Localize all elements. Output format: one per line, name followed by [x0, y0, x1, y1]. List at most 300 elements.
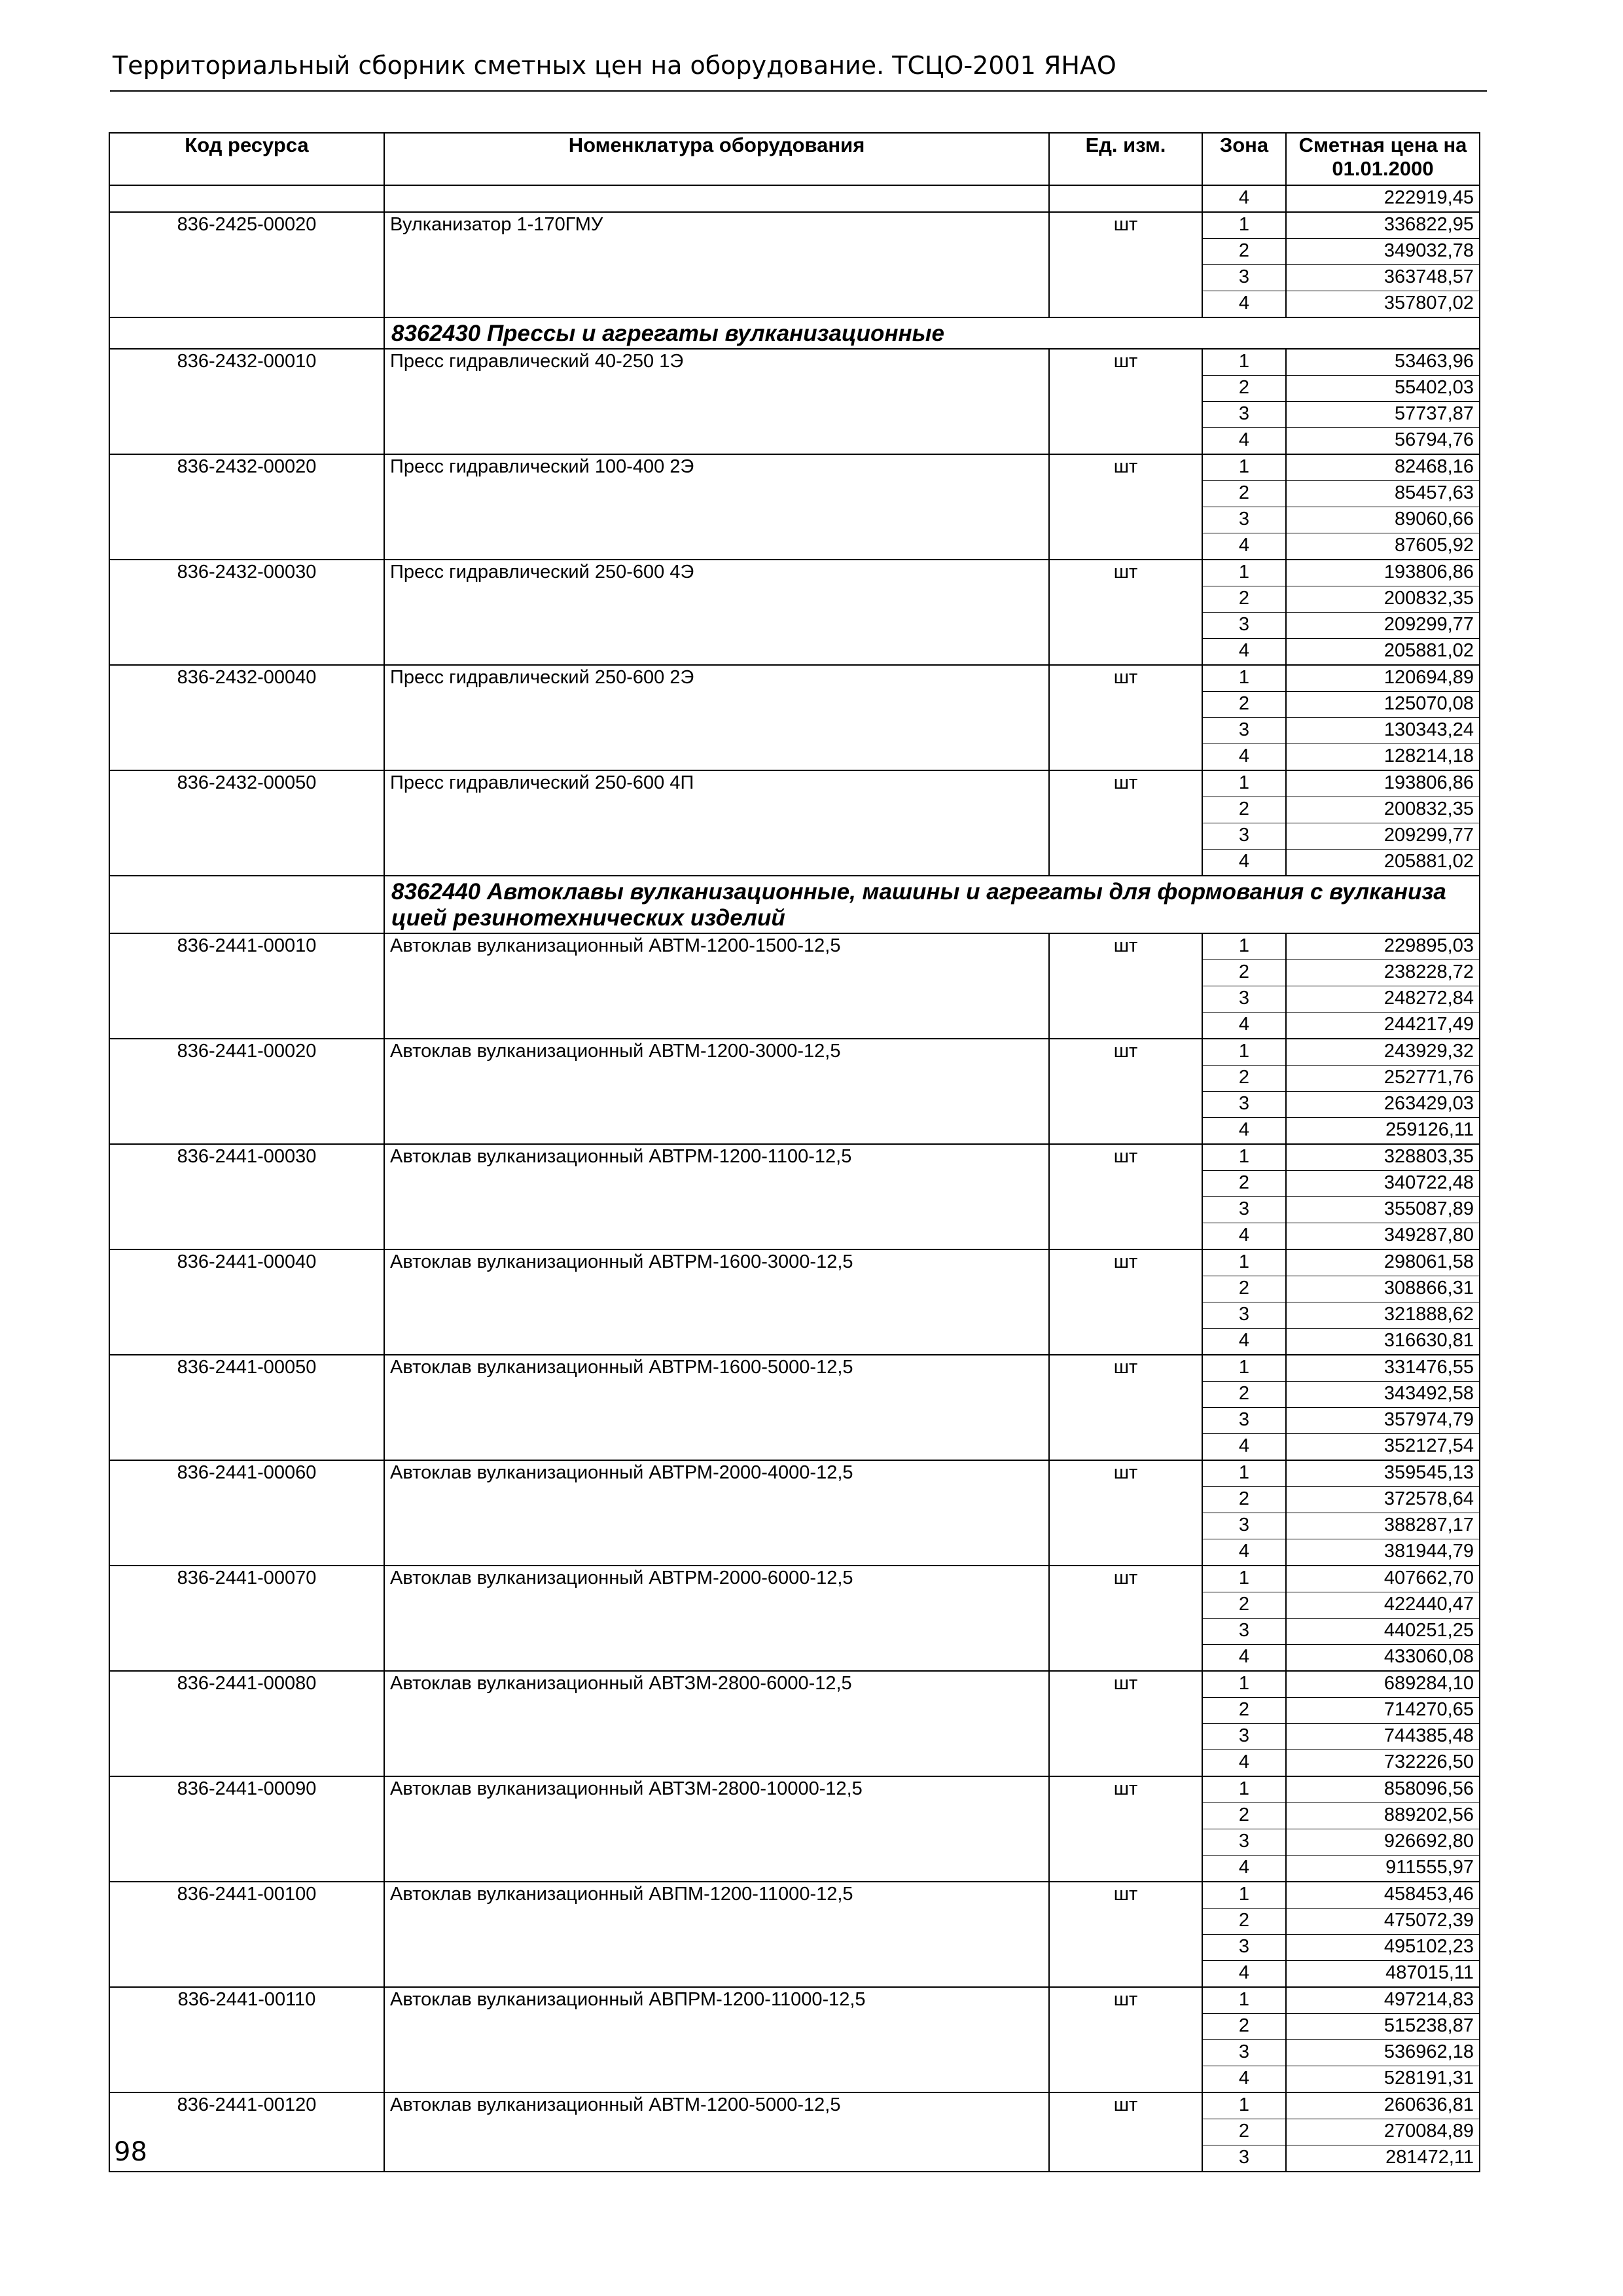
equipment-name — [384, 1276, 1049, 1302]
equipment-name — [384, 1724, 1049, 1750]
table-row — [109, 1223, 1480, 1250]
equipment-name — [384, 1329, 1049, 1355]
section-heading-row — [109, 317, 1480, 349]
table-row — [109, 2040, 1480, 2066]
equipment-name — [384, 533, 1049, 560]
unit-of-measure — [1049, 1171, 1202, 1197]
zone-number: 2 — [1202, 586, 1286, 613]
table-row — [109, 2119, 1480, 2145]
zone-number: 2 — [1202, 1066, 1286, 1092]
zone-number: 1 — [1202, 933, 1286, 960]
table-row — [109, 376, 1480, 402]
unit-of-measure: шт — [1049, 1882, 1202, 1909]
table-row — [109, 1302, 1480, 1329]
resource-code: 836-2432-00020 — [109, 454, 384, 481]
estimated-price: 209299,77 — [1286, 613, 1480, 639]
unit-of-measure — [1049, 639, 1202, 666]
equipment-name — [384, 2040, 1049, 2066]
table-row — [109, 1566, 1480, 1592]
estimated-price: 487015,11 — [1286, 1961, 1480, 1988]
estimated-price: 55402,03 — [1286, 376, 1480, 402]
resource-code: 836-2441-00050 — [109, 1355, 384, 1382]
zone-number: 4 — [1202, 428, 1286, 455]
unit-of-measure: шт — [1049, 349, 1202, 376]
resource-code: 836-2432-00050 — [109, 770, 384, 797]
zone-number: 1 — [1202, 1355, 1286, 1382]
resource-code — [109, 1539, 384, 1566]
zone-number: 4 — [1202, 744, 1286, 771]
section-code-cell — [109, 317, 384, 349]
table-row — [109, 349, 1480, 376]
resource-code: 836-2441-00110 — [109, 1987, 384, 2014]
zone-number: 1 — [1202, 349, 1286, 376]
equipment-name: Автоклав вулканизационный АВТРМ-1600-5000-12,5 — [384, 1355, 1049, 1382]
unit-of-measure — [1049, 185, 1202, 212]
equipment-name — [384, 692, 1049, 718]
unit-of-measure: шт — [1049, 1460, 1202, 1487]
section-title: 8362430 Прессы и агрегаты вулканизационные — [384, 317, 1480, 349]
zone-number: 2 — [1202, 239, 1286, 265]
unit-of-measure — [1049, 376, 1202, 402]
zone-number: 2 — [1202, 1487, 1286, 1513]
zone-number: 2 — [1202, 2014, 1286, 2040]
estimated-price: 340722,48 — [1286, 1171, 1480, 1197]
column-header-unit: Ед. изм. — [1049, 133, 1202, 185]
zone-number: 2 — [1202, 481, 1286, 507]
zone-number: 3 — [1202, 507, 1286, 533]
equipment-name — [384, 639, 1049, 666]
estimated-price: 259126,11 — [1286, 1118, 1480, 1145]
table-row — [109, 1882, 1480, 1909]
resource-code: 836-2441-00080 — [109, 1671, 384, 1698]
zone-number: 4 — [1202, 533, 1286, 560]
estimated-price: 433060,08 — [1286, 1645, 1480, 1672]
estimated-price: 193806,86 — [1286, 560, 1480, 586]
table-row — [109, 718, 1480, 744]
estimated-price: 858096,56 — [1286, 1776, 1480, 1803]
equipment-name — [384, 1118, 1049, 1145]
estimated-price: 388287,17 — [1286, 1513, 1480, 1539]
resource-code — [109, 1961, 384, 1988]
table-row — [109, 402, 1480, 428]
zone-number: 3 — [1202, 2040, 1286, 2066]
zone-number: 2 — [1202, 1171, 1286, 1197]
zone-number: 3 — [1202, 402, 1286, 428]
unit-of-measure — [1049, 1961, 1202, 1988]
resource-code: 836-2441-00100 — [109, 1882, 384, 1909]
equipment-name — [384, 1382, 1049, 1408]
zone-number: 3 — [1202, 265, 1286, 291]
zone-number: 4 — [1202, 850, 1286, 876]
resource-code — [109, 185, 384, 212]
equipment-name — [384, 1592, 1049, 1619]
zone-number: 4 — [1202, 1223, 1286, 1250]
equipment-name — [384, 2119, 1049, 2145]
resource-code — [109, 1592, 384, 1619]
zone-number: 1 — [1202, 1566, 1286, 1592]
estimated-price: 85457,63 — [1286, 481, 1480, 507]
resource-code — [109, 718, 384, 744]
resource-code — [109, 507, 384, 533]
zone-number: 3 — [1202, 823, 1286, 850]
zone-number: 1 — [1202, 1671, 1286, 1698]
zone-number: 1 — [1202, 1882, 1286, 1909]
zone-number: 1 — [1202, 1144, 1286, 1171]
unit-of-measure — [1049, 718, 1202, 744]
table-row — [109, 933, 1480, 960]
zone-number: 4 — [1202, 2066, 1286, 2093]
resource-code: 836-2441-00060 — [109, 1460, 384, 1487]
equipment-name: Автоклав вулканизационный АВТРМ-1200-1100-12,5 — [384, 1144, 1049, 1171]
equipment-name — [384, 2066, 1049, 2093]
table-row — [109, 212, 1480, 239]
estimated-price: 363748,57 — [1286, 265, 1480, 291]
unit-of-measure — [1049, 265, 1202, 291]
table-row — [109, 665, 1480, 692]
table-row — [109, 533, 1480, 560]
equipment-name — [384, 1197, 1049, 1223]
unit-of-measure — [1049, 1118, 1202, 1145]
running-title: Территориальный сборник сметных цен на оборудование. ТСЦО-2001 ЯНАО — [113, 51, 1116, 80]
equipment-name — [384, 613, 1049, 639]
table-row — [109, 770, 1480, 797]
zone-number: 4 — [1202, 1013, 1286, 1039]
section-code-cell — [109, 876, 384, 933]
equipment-name: Автоклав вулканизационный АВТРМ-2000-4000-12,5 — [384, 1460, 1049, 1487]
table-row — [109, 291, 1480, 318]
resource-code — [109, 613, 384, 639]
resource-code — [109, 2014, 384, 2040]
unit-of-measure — [1049, 1750, 1202, 1777]
column-header-code: Код ресурса — [109, 133, 384, 185]
resource-code — [109, 2040, 384, 2066]
estimated-price: 229895,03 — [1286, 933, 1480, 960]
equipment-name — [384, 960, 1049, 986]
table-row — [109, 1355, 1480, 1382]
table-header-row — [109, 133, 1480, 185]
equipment-name — [384, 1434, 1049, 1461]
table-row — [109, 1856, 1480, 1882]
equipment-name — [384, 744, 1049, 771]
zone-number: 1 — [1202, 454, 1286, 481]
unit-of-measure — [1049, 1856, 1202, 1882]
unit-of-measure: шт — [1049, 1039, 1202, 1066]
zone-number: 2 — [1202, 1276, 1286, 1302]
zone-number: 1 — [1202, 770, 1286, 797]
estimated-price: 349032,78 — [1286, 239, 1480, 265]
unit-of-measure — [1049, 1382, 1202, 1408]
equipment-name — [384, 1803, 1049, 1829]
estimated-price: 321888,62 — [1286, 1302, 1480, 1329]
resource-code: 836-2432-00040 — [109, 665, 384, 692]
estimated-price: 281472,11 — [1286, 2145, 1480, 2172]
zone-number: 2 — [1202, 797, 1286, 823]
equipment-name — [384, 986, 1049, 1013]
resource-code — [109, 1750, 384, 1777]
unit-of-measure — [1049, 1197, 1202, 1223]
unit-of-measure — [1049, 481, 1202, 507]
table-row — [109, 1249, 1480, 1276]
table-row — [109, 1539, 1480, 1566]
equipment-name: Пресс гидравлический 100-400 2Э — [384, 454, 1049, 481]
unit-of-measure — [1049, 823, 1202, 850]
resource-code — [109, 1935, 384, 1961]
unit-of-measure — [1049, 744, 1202, 771]
equipment-name — [384, 1487, 1049, 1513]
resource-code — [109, 1223, 384, 1250]
zone-number: 1 — [1202, 665, 1286, 692]
resource-code: 836-2441-00090 — [109, 1776, 384, 1803]
equipment-name — [384, 376, 1049, 402]
unit-of-measure — [1049, 1513, 1202, 1539]
zone-number: 4 — [1202, 1434, 1286, 1461]
zone-number: 3 — [1202, 1302, 1286, 1329]
estimated-price: 495102,23 — [1286, 1935, 1480, 1961]
zone-number: 3 — [1202, 986, 1286, 1013]
equipment-name — [384, 2145, 1049, 2172]
equipment-name — [384, 1408, 1049, 1434]
table-row — [109, 2092, 1480, 2119]
equipment-name — [384, 239, 1049, 265]
table-row — [109, 1671, 1480, 1698]
zone-number: 2 — [1202, 1909, 1286, 1935]
estimated-price: 308866,31 — [1286, 1276, 1480, 1302]
unit-of-measure — [1049, 1329, 1202, 1355]
estimated-price: 248272,84 — [1286, 986, 1480, 1013]
unit-of-measure — [1049, 797, 1202, 823]
estimated-price: 714270,65 — [1286, 1698, 1480, 1724]
equipment-name — [384, 1223, 1049, 1250]
unit-of-measure — [1049, 2119, 1202, 2145]
column-header-price: Сметная цена на 01.01.2000 — [1286, 133, 1480, 185]
unit-of-measure — [1049, 986, 1202, 1013]
estimated-price: 515238,87 — [1286, 2014, 1480, 2040]
equipment-name — [384, 2014, 1049, 2040]
table-row — [109, 1197, 1480, 1223]
zone-number: 1 — [1202, 1039, 1286, 1066]
unit-of-measure — [1049, 1909, 1202, 1935]
estimated-price: 359545,13 — [1286, 1460, 1480, 1487]
equipment-name: Автоклав вулканизационный АВТМ-1200-5000-12,5 — [384, 2092, 1049, 2119]
resource-code — [109, 1382, 384, 1408]
table-row — [109, 481, 1480, 507]
resource-code — [109, 1408, 384, 1434]
resource-code — [109, 986, 384, 1013]
unit-of-measure — [1049, 1487, 1202, 1513]
column-header-name: Номенклатура оборудования — [384, 133, 1049, 185]
resource-code — [109, 1803, 384, 1829]
resource-code — [109, 1698, 384, 1724]
estimated-price: 200832,35 — [1286, 797, 1480, 823]
resource-code — [109, 428, 384, 455]
equipment-name — [384, 1750, 1049, 1777]
resource-code — [109, 2145, 384, 2172]
unit-of-measure — [1049, 960, 1202, 986]
equipment-name — [384, 1013, 1049, 1039]
unit-of-measure: шт — [1049, 2092, 1202, 2119]
table-row — [109, 454, 1480, 481]
estimated-price: 328803,35 — [1286, 1144, 1480, 1171]
estimated-price: 87605,92 — [1286, 533, 1480, 560]
resource-code — [109, 1276, 384, 1302]
table-row — [109, 1803, 1480, 1829]
estimated-price: 911555,97 — [1286, 1856, 1480, 1882]
resource-code: 836-2441-00070 — [109, 1566, 384, 1592]
unit-of-measure — [1049, 239, 1202, 265]
zone-number: 3 — [1202, 1092, 1286, 1118]
column-header-zone: Зона — [1202, 133, 1286, 185]
table-row — [109, 1066, 1480, 1092]
zone-number: 4 — [1202, 1118, 1286, 1145]
equipment-name — [384, 1171, 1049, 1197]
table-row — [109, 823, 1480, 850]
equipment-name — [384, 797, 1049, 823]
unit-of-measure — [1049, 1013, 1202, 1039]
unit-of-measure: шт — [1049, 1355, 1202, 1382]
zone-number: 2 — [1202, 1698, 1286, 1724]
zone-number: 4 — [1202, 1645, 1286, 1672]
equipment-name — [384, 1539, 1049, 1566]
equipment-name: Автоклав вулканизационный АВТЗМ-2800-10000-12,5 — [384, 1776, 1049, 1803]
table-row — [109, 1724, 1480, 1750]
unit-of-measure — [1049, 1935, 1202, 1961]
unit-of-measure: шт — [1049, 1566, 1202, 1592]
estimated-price: 422440,47 — [1286, 1592, 1480, 1619]
unit-of-measure — [1049, 1619, 1202, 1645]
resource-code: 836-2441-00010 — [109, 933, 384, 960]
unit-of-measure: шт — [1049, 933, 1202, 960]
resource-code: 836-2441-00040 — [109, 1249, 384, 1276]
estimated-price: 316630,81 — [1286, 1329, 1480, 1355]
resource-code — [109, 1092, 384, 1118]
equipment-name — [384, 507, 1049, 533]
unit-of-measure: шт — [1049, 1249, 1202, 1276]
estimated-price: 53463,96 — [1286, 349, 1480, 376]
table-row — [109, 239, 1480, 265]
resource-code — [109, 1829, 384, 1856]
unit-of-measure: шт — [1049, 665, 1202, 692]
resource-code: 836-2432-00030 — [109, 560, 384, 586]
table-row — [109, 1909, 1480, 1935]
resource-code — [109, 1013, 384, 1039]
estimated-price: 744385,48 — [1286, 1724, 1480, 1750]
zone-number: 2 — [1202, 1592, 1286, 1619]
zone-number: 3 — [1202, 1829, 1286, 1856]
unit-of-measure — [1049, 2145, 1202, 2172]
estimated-price: 407662,70 — [1286, 1566, 1480, 1592]
resource-code — [109, 960, 384, 986]
table-row — [109, 797, 1480, 823]
table-row — [109, 1776, 1480, 1803]
resource-code — [109, 1302, 384, 1329]
zone-number: 2 — [1202, 2119, 1286, 2145]
zone-number: 3 — [1202, 1619, 1286, 1645]
estimated-price: 298061,58 — [1286, 1249, 1480, 1276]
unit-of-measure — [1049, 1276, 1202, 1302]
resource-code — [109, 1434, 384, 1461]
unit-of-measure: шт — [1049, 1776, 1202, 1803]
resource-code — [109, 850, 384, 876]
unit-of-measure — [1049, 1698, 1202, 1724]
unit-of-measure — [1049, 1829, 1202, 1856]
table-row — [109, 1118, 1480, 1145]
resource-code: 836-2441-00030 — [109, 1144, 384, 1171]
resource-code — [109, 1487, 384, 1513]
table-row — [109, 1329, 1480, 1355]
estimated-price: 238228,72 — [1286, 960, 1480, 986]
zone-number: 3 — [1202, 1197, 1286, 1223]
equipment-name: Пресс гидравлический 250-600 2Э — [384, 665, 1049, 692]
equipment-name — [384, 291, 1049, 318]
resource-code — [109, 291, 384, 318]
estimated-price: 125070,08 — [1286, 692, 1480, 718]
zone-number: 1 — [1202, 212, 1286, 239]
resource-code — [109, 1066, 384, 1092]
price-table — [109, 132, 1480, 2172]
equipment-name — [384, 402, 1049, 428]
estimated-price: 200832,35 — [1286, 586, 1480, 613]
table-row — [109, 960, 1480, 986]
resource-code: 836-2432-00010 — [109, 349, 384, 376]
table-row — [109, 1434, 1480, 1461]
estimated-price: 381944,79 — [1286, 1539, 1480, 1566]
estimated-price: 244217,49 — [1286, 1013, 1480, 1039]
unit-of-measure — [1049, 507, 1202, 533]
zone-number: 1 — [1202, 1249, 1286, 1276]
resource-code — [109, 639, 384, 666]
equipment-name: Пресс гидравлический 40-250 1Э — [384, 349, 1049, 376]
estimated-price: 536962,18 — [1286, 2040, 1480, 2066]
table-body — [109, 185, 1480, 2172]
estimated-price: 205881,02 — [1286, 850, 1480, 876]
zone-number: 3 — [1202, 1408, 1286, 1434]
unit-of-measure: шт — [1049, 770, 1202, 797]
estimated-price: 497214,83 — [1286, 1987, 1480, 2014]
estimated-price: 528191,31 — [1286, 2066, 1480, 2093]
estimated-price: 209299,77 — [1286, 823, 1480, 850]
equipment-name — [384, 265, 1049, 291]
table-row — [109, 1619, 1480, 1645]
section-title: 8362440 Автоклавы вулканизационные, машины и агрегаты для формования с вулканиза цией резинотехнических изделий — [384, 876, 1480, 933]
equipment-name — [384, 1698, 1049, 1724]
unit-of-measure: шт — [1049, 560, 1202, 586]
zone-number: 2 — [1202, 960, 1286, 986]
equipment-name: Пресс гидравлический 250-600 4Э — [384, 560, 1049, 586]
unit-of-measure — [1049, 2014, 1202, 2040]
unit-of-measure — [1049, 1592, 1202, 1619]
table-row — [109, 1171, 1480, 1197]
unit-of-measure — [1049, 428, 1202, 455]
resource-code: 836-2425-00020 — [109, 212, 384, 239]
resource-code — [109, 265, 384, 291]
equipment-name: Вулканизатор 1-170ГМУ — [384, 212, 1049, 239]
table-row — [109, 639, 1480, 666]
estimated-price: 270084,89 — [1286, 2119, 1480, 2145]
zone-number: 2 — [1202, 692, 1286, 718]
estimated-price: 689284,10 — [1286, 1671, 1480, 1698]
resource-code — [109, 533, 384, 560]
zone-number: 4 — [1202, 1961, 1286, 1988]
zone-number: 1 — [1202, 560, 1286, 586]
estimated-price: 343492,58 — [1286, 1382, 1480, 1408]
equipment-name: Автоклав вулканизационный АВТЗМ-2800-6000-12,5 — [384, 1671, 1049, 1698]
resource-code — [109, 2066, 384, 2093]
zone-number: 4 — [1202, 185, 1286, 212]
table-row — [109, 850, 1480, 876]
table-row — [109, 1487, 1480, 1513]
equipment-name: Автоклав вулканизационный АВПМ-1200-11000-12,5 — [384, 1882, 1049, 1909]
zone-number: 1 — [1202, 1460, 1286, 1487]
